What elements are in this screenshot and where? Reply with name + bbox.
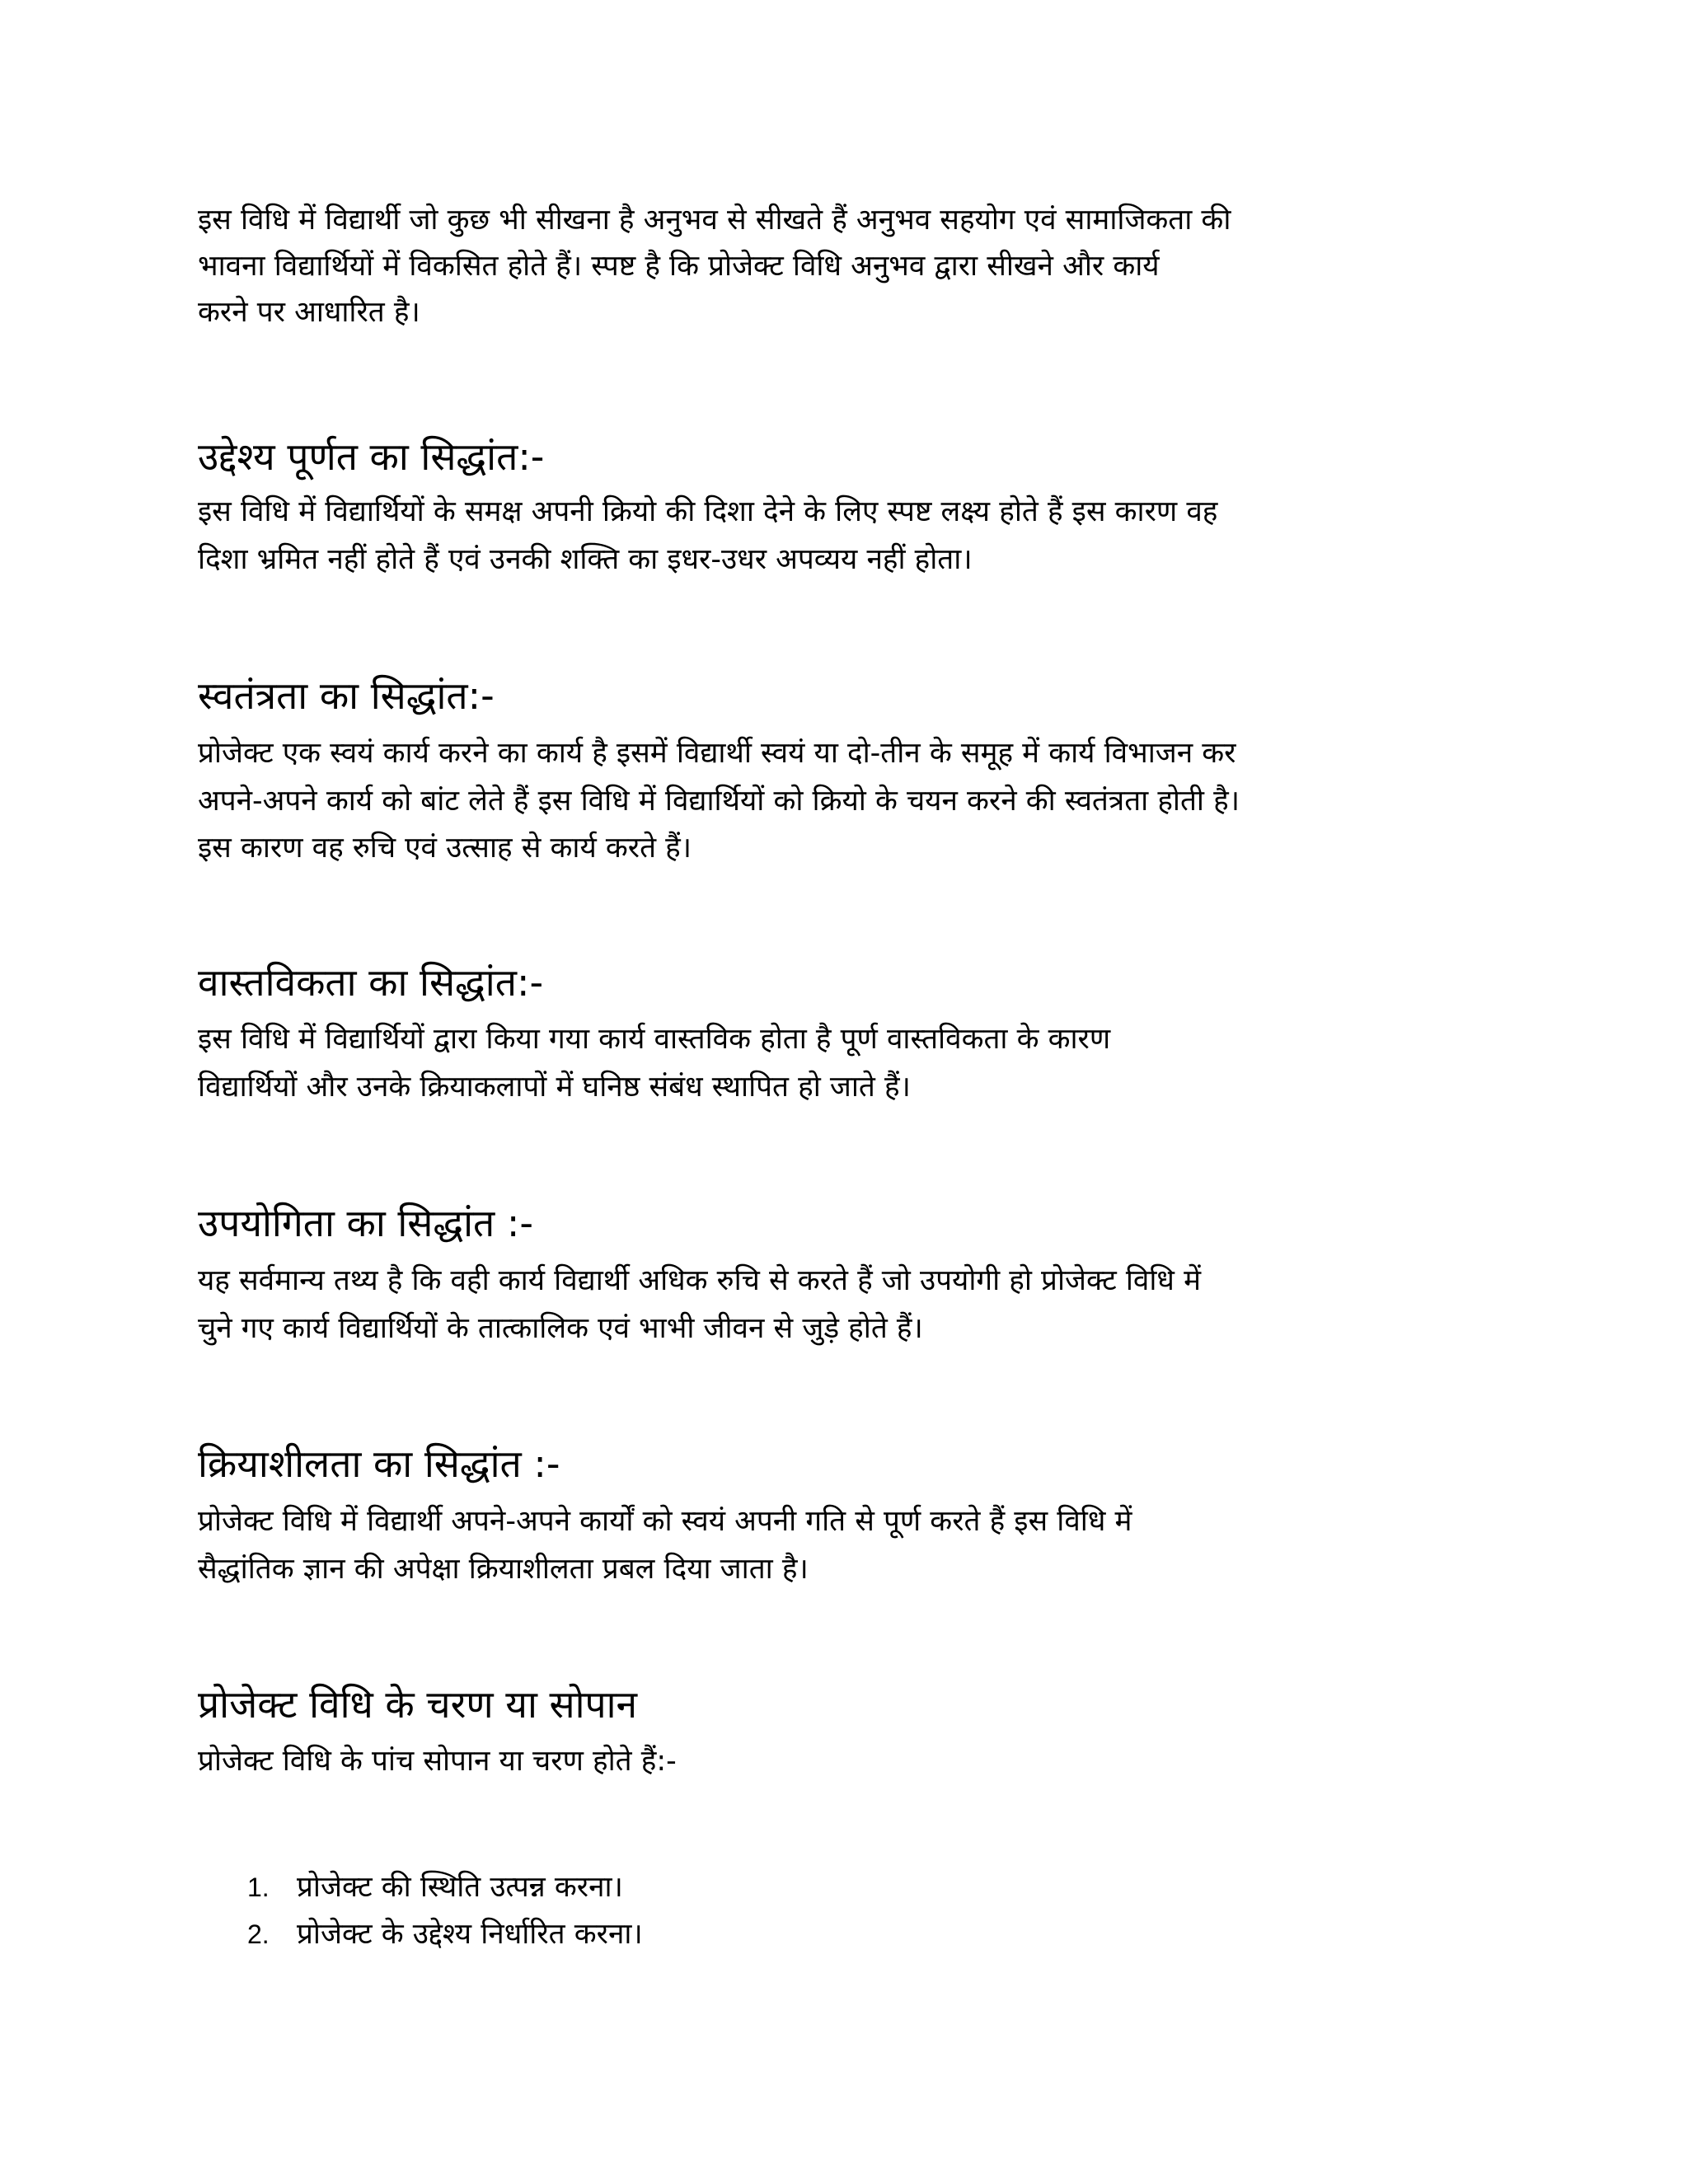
- section-reality-line-1: इस विधि में विद्यार्थियों द्वारा किया गया कार्य वास्तविक होता है पूर्ण वास्तविकता के कारण: [198, 1023, 1111, 1056]
- section-heading-reality: वास्तविकता का सिद्धांत:-: [198, 960, 544, 1005]
- section-freedom-line-3: इस कारण वह रुचि एवं उत्साह से कार्य करते हैं।: [198, 832, 692, 865]
- intro-line-2: भावना विद्यार्थियों में विकसित होते हैं। स्पष्ट है कि प्रोजेक्ट विधि अनुभव द्वारा सीखने और कार्य: [198, 250, 1160, 283]
- section-heading-utility: उपयोगिता का सिद्धांत :-: [198, 1201, 533, 1245]
- list-item: [247, 1863, 1401, 1911]
- section-reality-line-2: विद्यार्थियों और उनके क्रियाकलापों में घनिष्ठ संबंध स्थापित हो जाते हैं।: [198, 1071, 911, 1104]
- section-heading-freedom: स्वतंत्रता का सिद्धांत:-: [198, 673, 495, 718]
- section-purpose-line-1: इस विधि में विद्यार्थियों के समक्ष अपनी क्रियो की दिशा देने के लिए स्पष्ट लक्ष्य होते हैं इस कारण वह: [198, 495, 1218, 528]
- intro-line-3: करने पर आधारित है।: [198, 296, 420, 329]
- section-activity-line-2: सैद्धांतिक ज्ञान की अपेक्षा क्रियाशीलता प्रबल दिया जाता है।: [198, 1553, 809, 1586]
- section-heading-activity: क्रियाशीलता का सिद्धांत :-: [198, 1441, 560, 1486]
- list-item-text: प्रोजेक्ट की स्थिति उत्पन्न करना।: [297, 1871, 623, 1904]
- section-freedom-line-2: अपने-अपने कार्य को बांट लेते हैं इस विधि में विद्यार्थियों को क्रियो के चयन करने की स्वतंत्रता होती है।: [198, 785, 1240, 818]
- section-heading-steps: प्रोजेक्ट विधि के चरण या सोपान: [198, 1682, 638, 1727]
- section-freedom-line-1: प्रोजेक्ट एक स्वयं कार्य करने का कार्य है इसमें विद्यार्थी स्वयं या दो-तीन के समूह में कार्य विभाजन कर: [198, 737, 1236, 770]
- section-heading-purpose: उद्देश्य पूर्णत का सिद्धांत:-: [198, 434, 545, 479]
- intro-line-1: इस विधि में विद्यार्थी जो कुछ भी सीखना है अनुभव से सीखते हैं अनुभव सहयोग एवं सामाजिकता की: [198, 204, 1231, 237]
- list-item-number: 2.: [247, 1919, 270, 1949]
- section-activity-line-1: प्रोजेक्ट विधि में विद्यार्थी अपने-अपने कार्यों को स्वयं अपनी गति से पूर्ण करते हैं इस विधि में: [198, 1505, 1132, 1538]
- section-utility-line-2: चुने गए कार्य विद्यार्थियों के तात्कालिक एवं भाभी जीवन से जुड़े होते हैं।: [198, 1312, 923, 1345]
- list-item: [247, 1910, 1401, 1958]
- section-utility-line-1: यह सर्वमान्य तथ्य है कि वही कार्य विद्यार्थी अधिक रुचि से करते हैं जो उपयोगी हो प्रोजेक्ट विधि में: [198, 1264, 1202, 1297]
- section-purpose-line-2: दिशा भ्रमित नहीं होते हैं एवं उनकी शक्ति का इधर-उधर अपव्यय नहीं होता।: [198, 543, 973, 576]
- list-item-number: 1.: [247, 1872, 270, 1902]
- section-steps-intro: प्रोजेक्ट विधि के पांच सोपान या चरण होते हैं:-: [198, 1745, 677, 1778]
- list-item-text: प्रोजेक्ट के उद्देश्य निर्धारित करना।: [297, 1918, 643, 1951]
